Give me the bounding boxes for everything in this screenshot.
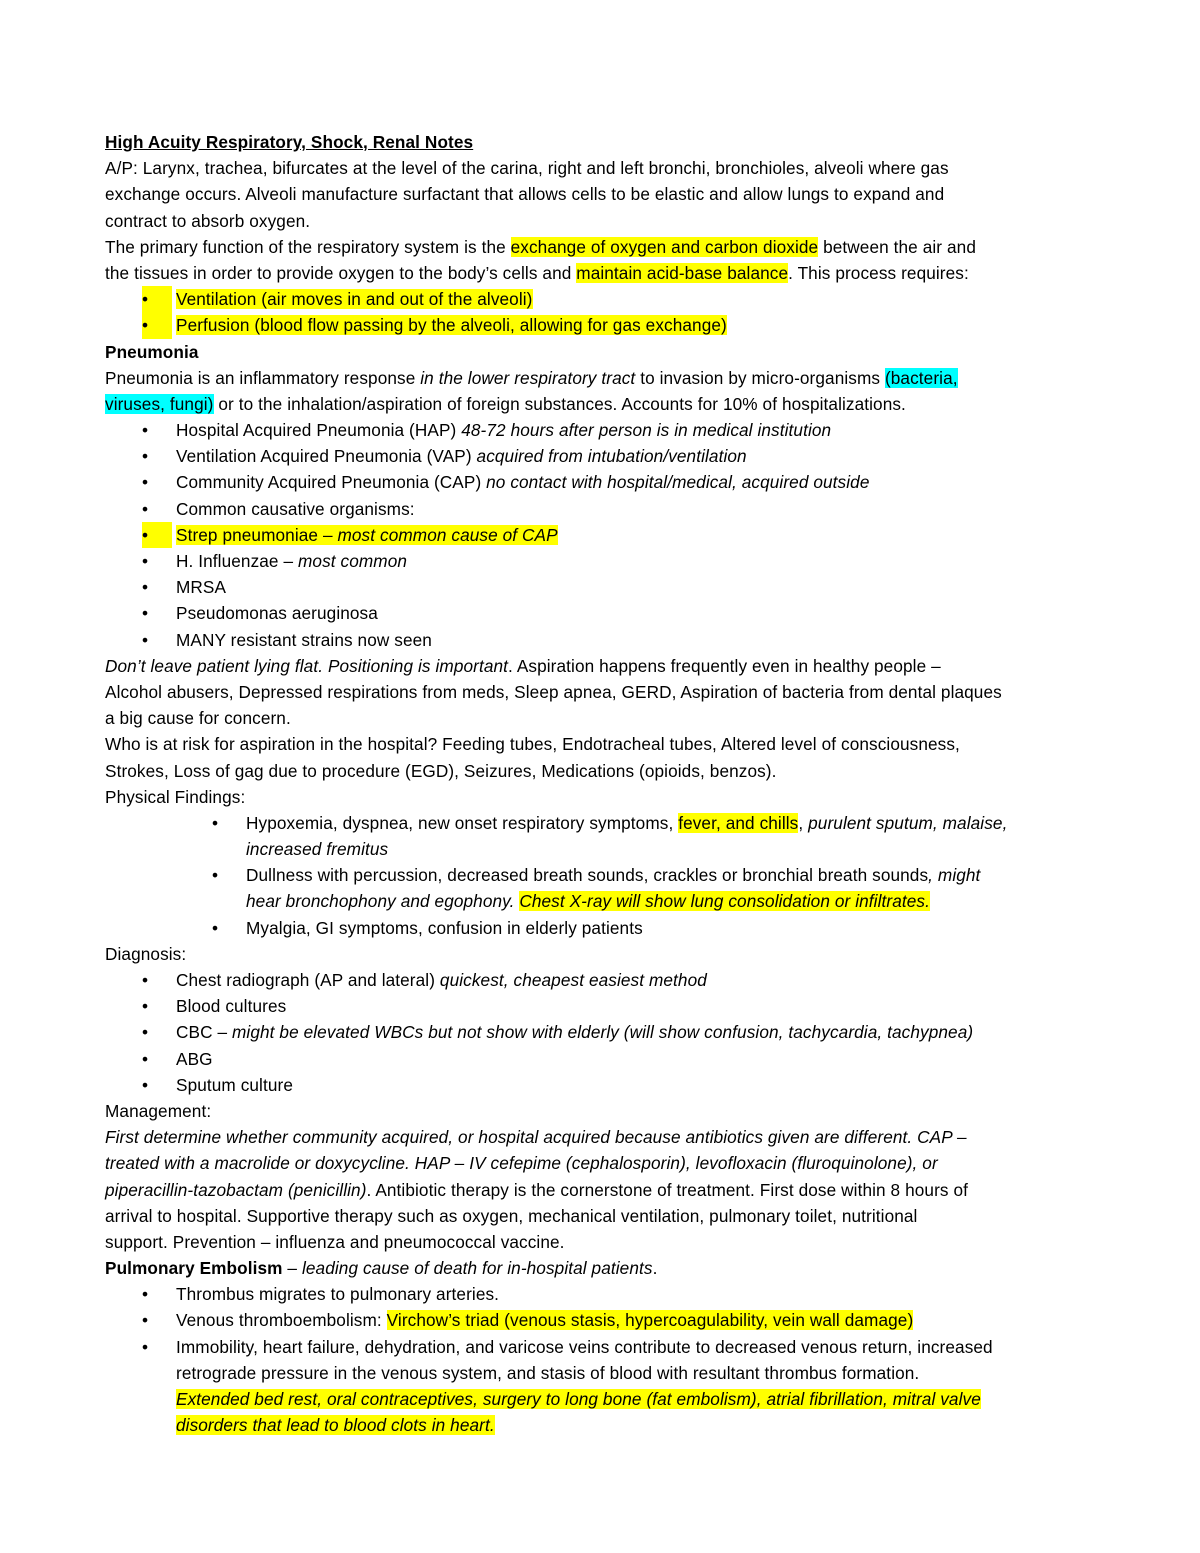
bullet-item [105, 469, 1125, 495]
text-line [105, 1229, 1125, 1255]
text-run: Physical Findings: [105, 786, 246, 807]
text-line [105, 705, 1125, 731]
text-run: Dullness with percussion, decreased breath sounds, crackles or bronchial breath sounds [246, 865, 929, 886]
bullet-item [105, 810, 1125, 836]
text-run: . This process requires: [788, 262, 969, 283]
text-run: Strokes, Loss of gag due to procedure (EGD), Seizures, Medications (opioids, benzos). [105, 760, 777, 781]
text-run: fever, and chills [678, 812, 799, 833]
text-run: no contact with hospital/medical, acquired outside [486, 472, 870, 493]
text-line [105, 365, 1125, 391]
bullet-icon: • [142, 577, 149, 598]
text-run: exchange occurs. Alveoli manufacture surfactant that allows cells to be elastic and allow lungs to expand and [105, 184, 945, 205]
bullet-continuation [105, 1386, 1125, 1412]
text-run: Who is at risk for aspiration in the hospital? Feeding tubes, Endotracheal tubes, Altered level of consciousness, [105, 734, 960, 755]
text-run: in the lower respiratory tract [420, 367, 636, 388]
text-run: between the air and [818, 236, 976, 257]
text-run: Blood cultures [176, 996, 287, 1017]
text-run: Sputum culture [176, 1074, 293, 1095]
text-run: , might [928, 865, 981, 886]
text-line [105, 941, 1125, 967]
bullet-item [105, 627, 1125, 653]
text-run: to invasion by micro-organisms [635, 367, 885, 388]
text-run: Alcohol abusers, Depressed respirations from meds, Sleep apnea, GERD, Aspiration of bacteria from dental plaques [105, 681, 1002, 702]
text-run: a big cause for concern. [105, 708, 291, 729]
bullet-item [105, 522, 1125, 548]
bullet-icon: • [142, 446, 149, 467]
text-run: 48-72 hours after person is in medical institution [461, 420, 832, 441]
bullet-icon: • [142, 1336, 149, 1357]
text-run: exchange of oxygen and carbon dioxide [510, 236, 819, 257]
text-run: Hospital Acquired Pneumonia (HAP) [176, 420, 462, 441]
text-run: quickest, cheapest easiest method [439, 970, 707, 990]
text-run: High Acuity Respiratory, Shock, Renal Notes [105, 132, 474, 152]
text-line [105, 155, 1125, 181]
text-run: Extended bed rest, oral contraceptives, surgery to long bone (fat embolism), atrial fibrillation, mitral valve [176, 1389, 981, 1409]
bullet-item [105, 417, 1125, 443]
text-line [105, 1098, 1125, 1124]
document-body [105, 129, 1125, 1438]
text-line [105, 391, 1125, 417]
text-run: Hypoxemia, dyspnea, new onset respiratory symptoms, [246, 812, 679, 833]
text-run: or to the inhalation/aspiration of foreign substances. Accounts for 10% of hospitalizations. [213, 393, 906, 414]
text-run: Pulmonary Embolism [105, 1258, 283, 1279]
bullet-icon: • [142, 286, 172, 312]
text-run: Chest radiograph (AP and lateral) [176, 970, 440, 990]
bullet-icon: • [142, 970, 149, 990]
text-run: Immobility, heart failure, dehydration, and varicose veins contribute to decreased venous return, increased [176, 1336, 993, 1357]
document-title [105, 129, 1125, 155]
bullet-icon: • [142, 551, 149, 571]
text-run: . Antibiotic therapy is the cornerstone of treatment. First dose within 8 hours of [366, 1179, 968, 1200]
text-line [105, 1124, 1125, 1150]
text-run: most common cause of CAP [337, 524, 558, 545]
text-run: MRSA [176, 577, 227, 598]
text-line [105, 1150, 1125, 1176]
bullet-icon: • [142, 629, 149, 650]
bullet-icon: • [142, 498, 149, 519]
text-line [105, 234, 1125, 260]
bullet-continuation [105, 836, 1125, 862]
text-run: contract to absorb oxygen. [105, 210, 311, 231]
text-run: (bacteria, [884, 367, 958, 388]
text-run: viruses, fungi) [105, 393, 214, 414]
text-run: Diagnosis: [105, 943, 187, 964]
text-run: purulent sputum, malaise, [808, 812, 1008, 833]
text-run: Thrombus migrates to pulmonary arteries. [176, 1284, 500, 1305]
bullet-icon: • [142, 1074, 149, 1095]
text-run: Venous thromboembolism: [176, 1310, 387, 1331]
text-run: disorders that lead to blood clots in heart. [176, 1415, 495, 1436]
bullet-icon: • [142, 1284, 149, 1305]
text-run: ABG [176, 1048, 213, 1069]
text-run: . [652, 1258, 658, 1279]
bullet-continuation [105, 1360, 1125, 1386]
bullet-item [105, 1046, 1125, 1072]
text-line [105, 784, 1125, 810]
text-line [105, 339, 1125, 365]
text-run: leading cause of death for in-hospital patients [301, 1258, 653, 1279]
text-run: Management: [105, 1100, 212, 1121]
bullet-item [105, 915, 1125, 941]
text-run: Don’t leave patient lying flat. Positioning is important [105, 655, 509, 676]
text-run: , [798, 812, 809, 833]
bullet-item [105, 574, 1125, 600]
text-run: Pseudomonas aeruginosa [176, 603, 378, 624]
text-run: Ventilation (air moves in and out of the alveoli) [176, 289, 533, 310]
text-line [105, 731, 1125, 757]
bullet-item [105, 862, 1125, 888]
text-run: . Aspiration happens frequently even in healthy people – [508, 655, 941, 676]
bullet-icon: • [142, 603, 149, 624]
bullet-item [105, 1072, 1125, 1098]
text-line [105, 758, 1125, 784]
text-run: increased fremitus [246, 839, 389, 860]
text-run: Common causative organisms: [176, 498, 415, 519]
text-line [105, 260, 1125, 286]
text-run: arrival to hospital. Supportive therapy such as oxygen, mechanical ventilation, pulmonary toilet, nutritional [105, 1205, 918, 1226]
text-run: hear bronchophony and egophony. [246, 891, 520, 912]
text-line [105, 653, 1125, 679]
text-run: H. Influenzae – [176, 551, 298, 571]
bullet-icon: • [212, 917, 219, 938]
bullet-item [105, 496, 1125, 522]
bullet-item [105, 548, 1125, 574]
bullet-item [105, 312, 1125, 338]
text-run: Perfusion (blood flow passing by the alveoli, allowing for gas exchange) [176, 315, 727, 336]
text-run: most common [298, 551, 408, 571]
text-run: might be elevated WBCs but not show with elderly (will show confusion, tachycardia, tachypnea) [232, 1022, 974, 1043]
text-run: A/P: Larynx, trachea, bifurcates at the level of the carina, right and left bronchi, bronchioles, alveoli where gas [105, 158, 949, 179]
text-run: CBC – [176, 1022, 232, 1043]
text-run: – [282, 1258, 302, 1279]
text-run: retrograde pressure in the venous system, and stasis of blood with resultant thrombus formation. [176, 1362, 920, 1383]
bullet-icon: • [142, 1310, 149, 1331]
bullet-continuation [105, 1412, 1125, 1438]
bullet-icon: • [142, 1022, 149, 1043]
bullet-icon: • [142, 312, 172, 338]
text-run: Chest X-ray will show lung consolidation or infiltrates. [519, 891, 930, 912]
text-run: Community Acquired Pneumonia (CAP) [176, 472, 487, 493]
bullet-icon: • [142, 522, 172, 548]
bullet-item [105, 1334, 1125, 1360]
text-run: support. Prevention – influenza and pneumococcal vaccine. [105, 1231, 565, 1252]
text-line [105, 1177, 1125, 1203]
bullet-item [105, 286, 1125, 312]
bullet-icon: • [142, 1048, 149, 1069]
bullet-item [105, 967, 1125, 993]
text-run: the tissues in order to provide oxygen to the body’s cells and [105, 262, 577, 283]
bullet-icon: • [212, 812, 219, 833]
bullet-icon: • [142, 472, 149, 493]
text-run: treated with a macrolide or doxycycline. HAP – IV cefepime (cephalosporin), levofloxacin (fluroquinolone), or [105, 1153, 938, 1174]
bullet-icon: • [212, 865, 219, 886]
bullet-item [105, 1019, 1125, 1045]
text-run: The primary function of the respiratory system is the [105, 236, 511, 257]
bullet-item [105, 993, 1125, 1019]
text-line [105, 1203, 1125, 1229]
bullet-item [105, 443, 1125, 469]
text-run: Virchow’s triad (venous stasis, hypercoagulability, vein wall damage) [386, 1310, 914, 1331]
text-run: acquired from intubation/ventilation [476, 446, 747, 467]
text-run: Strep pneumoniae – [176, 524, 338, 545]
bullet-item [105, 600, 1125, 626]
text-run: MANY resistant strains now seen [176, 629, 432, 650]
bullet-item [105, 1307, 1125, 1333]
text-line [105, 181, 1125, 207]
bullet-icon: • [142, 420, 149, 441]
text-line [105, 1255, 1125, 1281]
text-run: maintain acid-base balance [576, 262, 789, 283]
bullet-continuation [105, 888, 1125, 914]
bullet-item [105, 1281, 1125, 1307]
text-line [105, 679, 1125, 705]
text-run: Pneumonia [105, 341, 199, 362]
text-run: Myalgia, GI symptoms, confusion in elderly patients [246, 917, 643, 938]
bullet-icon: • [142, 996, 149, 1017]
text-run: Pneumonia is an inflammatory response [105, 367, 421, 388]
text-run: piperacillin-tazobactam (penicillin) [105, 1179, 367, 1200]
text-run: First determine whether community acquired, or hospital acquired because antibiotics given are different. CAP – [105, 1127, 967, 1148]
text-line [105, 208, 1125, 234]
text-run: Ventilation Acquired Pneumonia (VAP) [176, 446, 477, 467]
